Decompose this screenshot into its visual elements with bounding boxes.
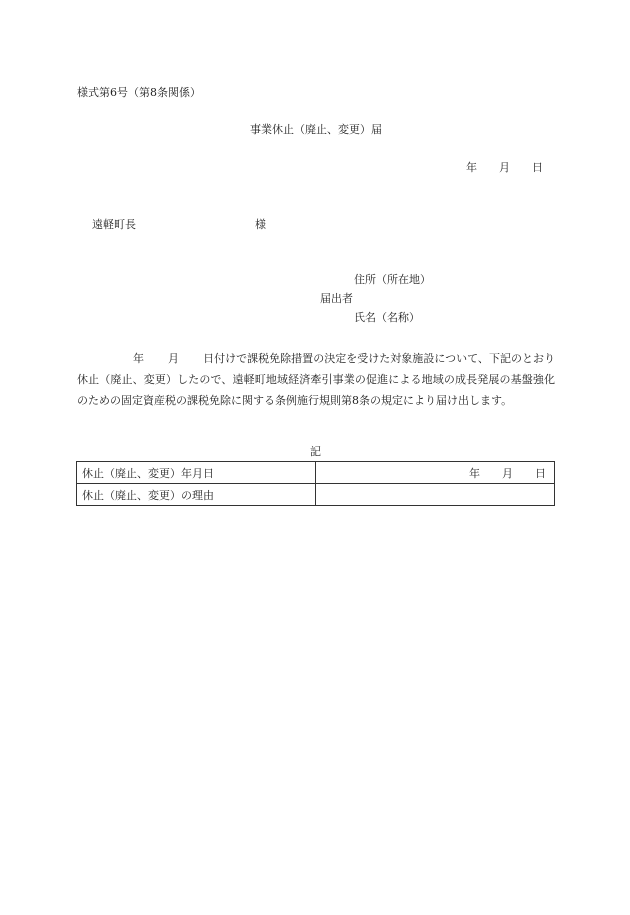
suspension-reason-label: 休止（廃止、変更）の理由 [77, 484, 316, 506]
address-label: 住所（所在地） [354, 273, 431, 286]
form-number: 様式第6号（第8条関係） [77, 86, 201, 99]
name-label: 氏名（名称） [354, 311, 420, 324]
suspension-day: 日 [535, 466, 546, 480]
table-row [77, 462, 555, 484]
notifier-label: 届出者 [320, 292, 353, 305]
suspension-date-value[interactable] [316, 462, 555, 484]
body-month: 月 [168, 352, 180, 365]
suspension-year: 年 [469, 466, 480, 480]
date-line [466, 161, 543, 175]
document-title: 事業休止（廃止、変更）届 [250, 123, 382, 136]
addressee-honorific: 様 [255, 218, 266, 231]
record-heading: 記 [310, 445, 321, 458]
table-row [77, 484, 555, 506]
suspension-month: 月 [502, 466, 513, 480]
body-year: 年 [133, 352, 145, 365]
body-text: 日付けで課税免除措置の決定を受けた対象施設について、下記のとおり休止（廃止、変更）したので、遠軽町地域経済牽引事業の促進による地域の成長発展の基盤強化のための固定資産税の課税免除に関する条例施行規則第8条の規定により届け出します。 [77, 352, 556, 407]
record-table [76, 461, 555, 506]
body-paragraph [77, 348, 555, 411]
date-day: 日 [532, 161, 543, 174]
addressee-mayor: 遠軽町長 [92, 218, 136, 231]
date-year: 年 [466, 161, 477, 174]
suspension-date-label: 休止（廃止、変更）年月日 [77, 462, 316, 484]
date-month: 月 [499, 161, 510, 174]
suspension-reason-value[interactable] [316, 484, 555, 506]
